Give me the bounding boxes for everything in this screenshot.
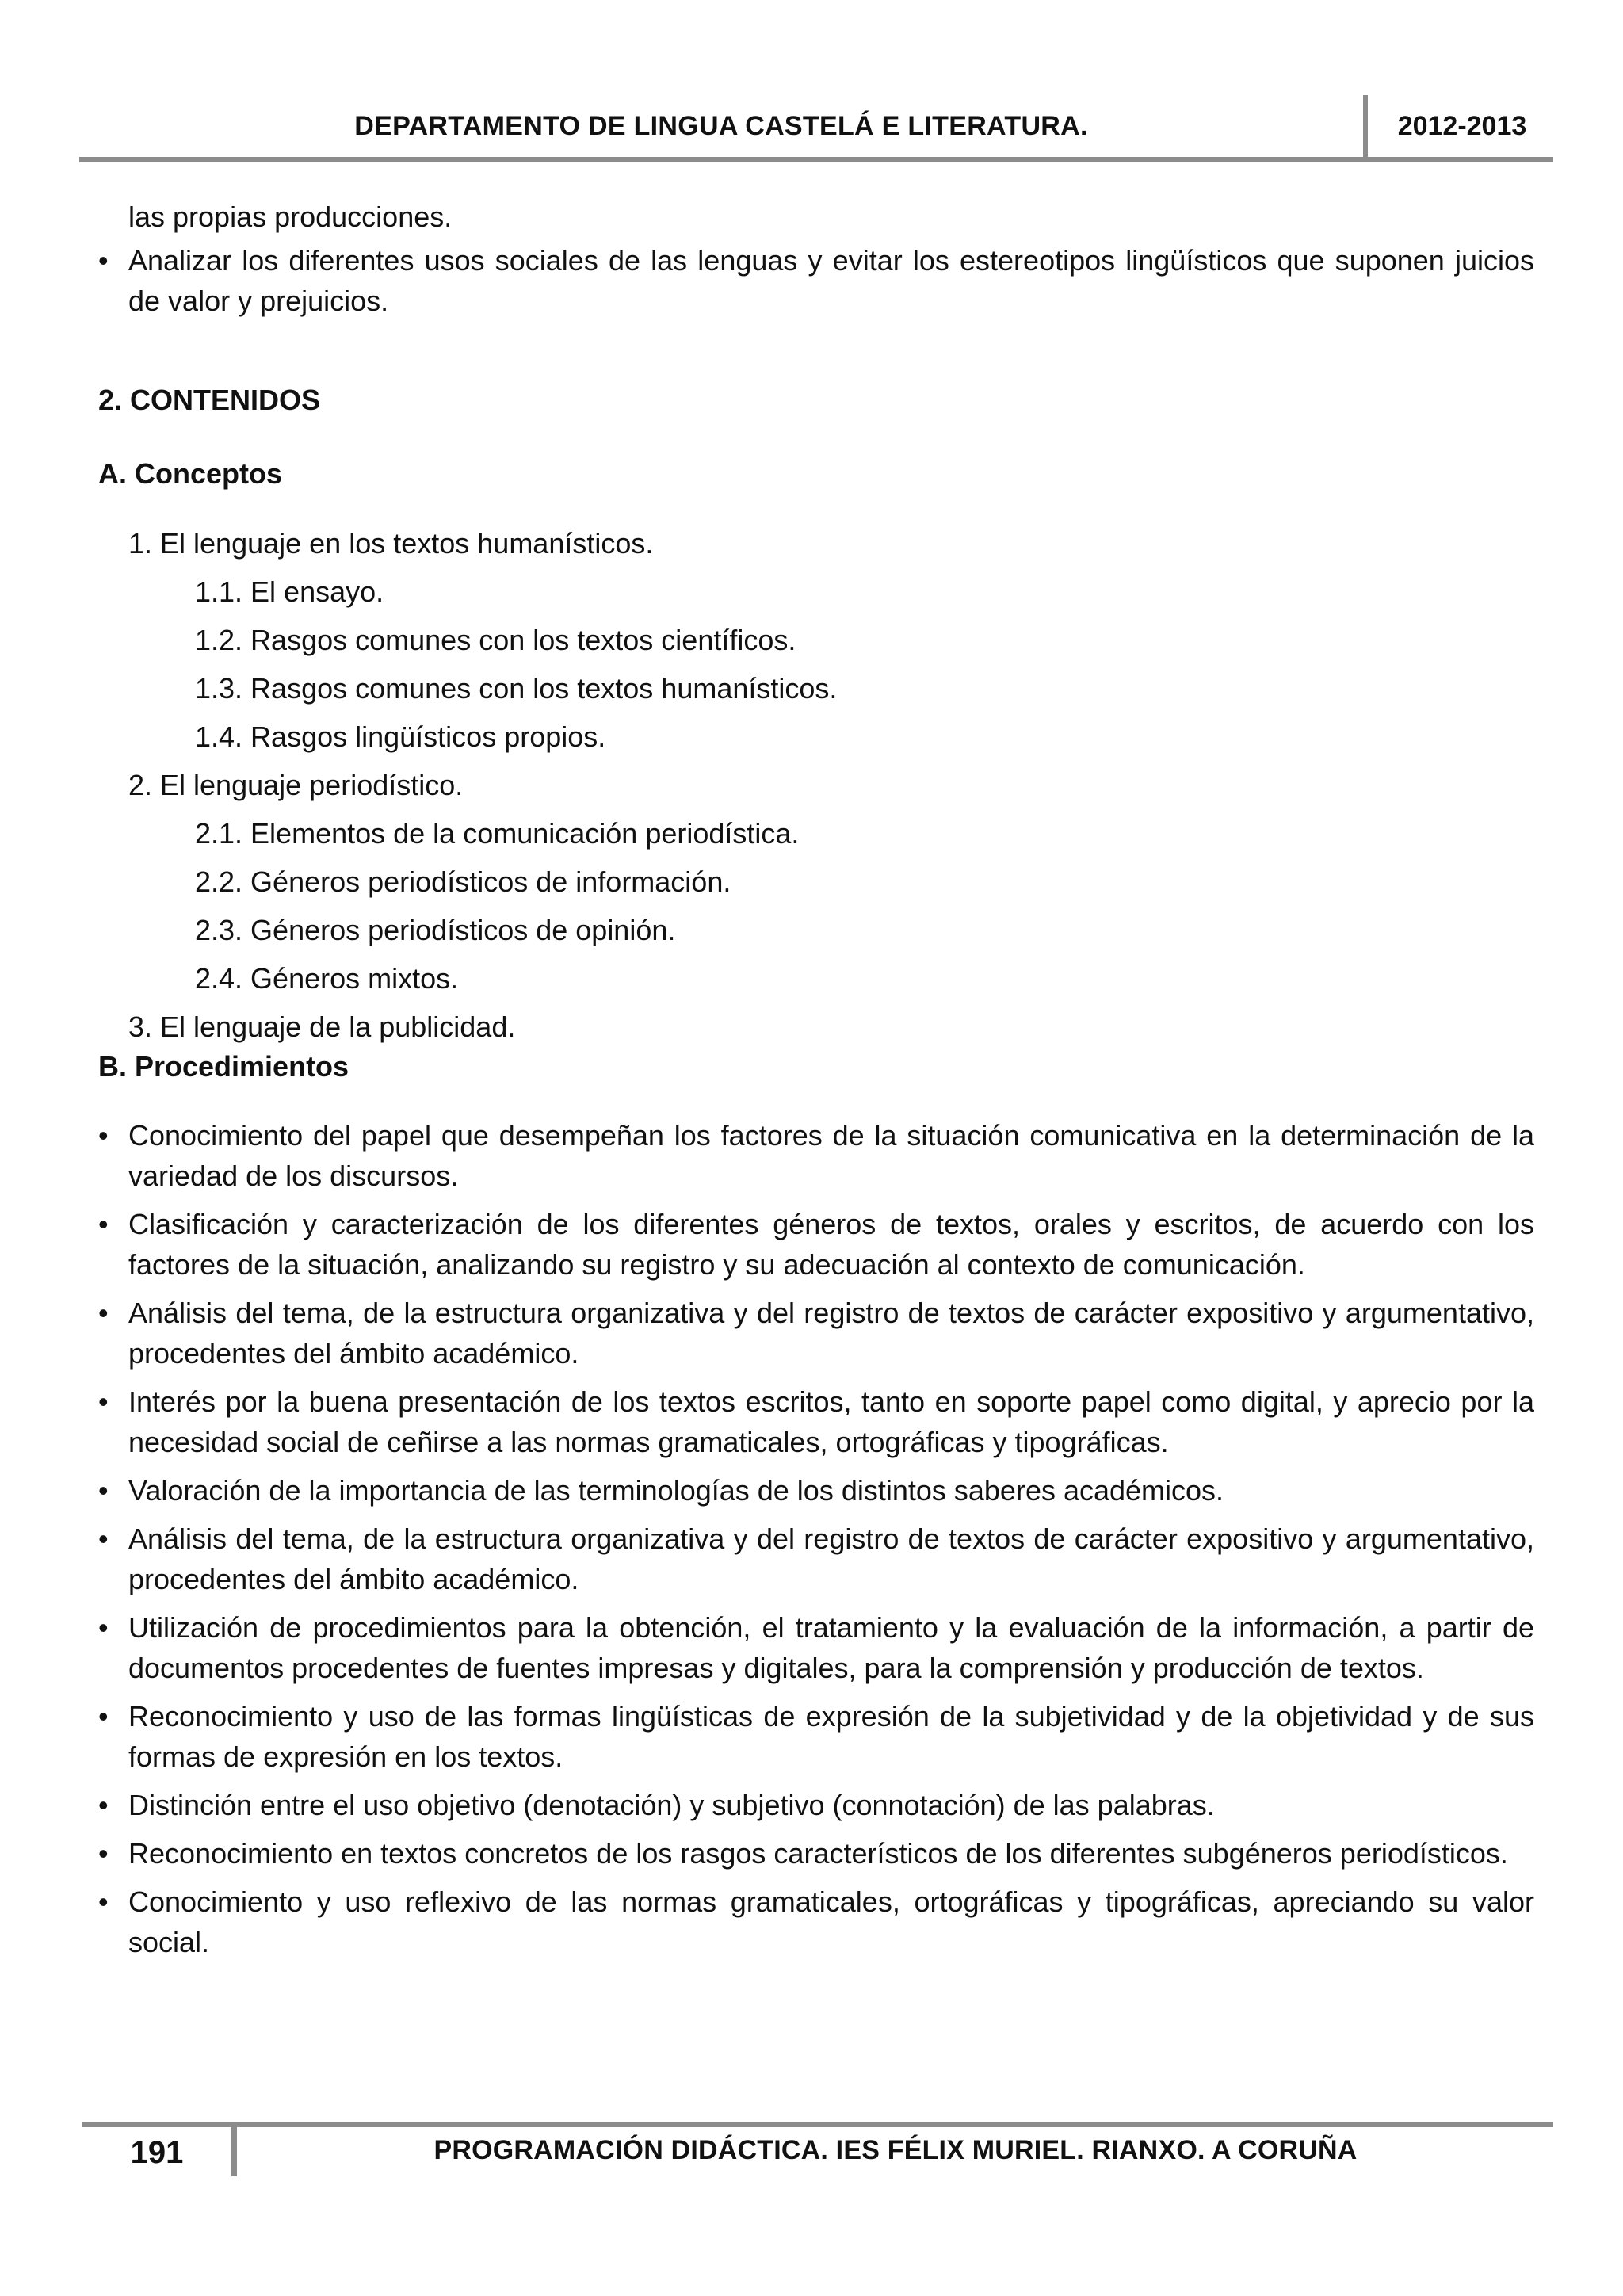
list-item: 1. El lenguaje en los textos humanísticos. [128, 527, 654, 560]
list-item-text: Conocimiento del papel que desempeñan los factores de la situación comunicativa en la determinación de la variedad de los discursos. [128, 1119, 1534, 1192]
list-item [98, 1204, 1534, 1285]
list-item-text: Conocimiento y uso reflexivo de las normas gramaticales, ortográficas y tipográficas, apreciando su valor social. [128, 1885, 1534, 1958]
list-item: 2.3. Géneros periodísticos de opinión. [195, 914, 676, 946]
list-item [98, 1381, 1534, 1462]
list-item: 2.2. Géneros periodísticos de información. [195, 865, 731, 898]
footer-rule [82, 2122, 1553, 2127]
list-item-text: Interés por la buena presentación de los textos escritos, tanto en soporte papel como digital, y aprecio por la necesidad social de ceñirse a las normas gramaticales, ortográficas y tipográficas. [128, 1385, 1534, 1458]
page-number: 191 [130, 2135, 184, 2170]
bullet-icon: • [98, 1474, 109, 1507]
list-item [98, 240, 1534, 321]
bullet-icon: • [98, 1837, 109, 1870]
list-item: 1.4. Rasgos lingüísticos propios. [195, 720, 606, 753]
bullet-icon: • [98, 244, 109, 277]
header-separator [1363, 95, 1368, 157]
list-item-text: Analizar los diferentes usos sociales de las lenguas y evitar los estereotipos lingüísticos que suponen juicios de valor y prejuicios. [128, 244, 1534, 317]
section-heading-concepts: A. Conceptos [98, 457, 283, 490]
bullet-icon: • [98, 1385, 109, 1418]
list-item: 2. El lenguaje periodístico. [128, 769, 464, 801]
list-item [98, 1833, 1534, 1874]
list-item-text: Reconocimiento en textos concretos de los rasgos característicos de los diferentes subgéneros periodísticos. [128, 1837, 1508, 1870]
continued-line: las propias producciones. [128, 201, 453, 233]
list-item [98, 1293, 1534, 1373]
list-item-text: Distinción entre el uso objetivo (denotación) y subjetivo (connotación) de las palabras. [128, 1789, 1215, 1821]
bullet-icon: • [98, 1611, 109, 1644]
intro-bullet-list [98, 240, 1534, 321]
list-item-text: Reconocimiento y uso de las formas lingüísticas de expresión de la subjetividad y de la objetividad y de sus formas de expresión en los textos. [128, 1700, 1534, 1773]
bullet-icon: • [98, 1789, 109, 1821]
bullet-icon: • [98, 1119, 109, 1152]
footer-separator [231, 2126, 237, 2176]
list-item: 3. El lenguaje de la publicidad. [128, 1010, 516, 1043]
page-content [98, 197, 1534, 1970]
list-item [98, 1470, 1534, 1511]
list-item [98, 1607, 1534, 1688]
page-header [79, 95, 1553, 159]
bullet-icon: • [98, 1700, 109, 1733]
header-rule [79, 157, 1553, 162]
list-item: 1.2. Rasgos comunes con los textos científicos. [195, 624, 796, 656]
list-item-text: Análisis del tema, de la estructura organizativa y del registro de textos de carácter expositivo y argumentativo, procedentes del ámbito académico. [128, 1297, 1534, 1370]
header-year: 2012-2013 [1397, 111, 1527, 141]
list-item: 1.3. Rasgos comunes con los textos humanísticos. [195, 672, 838, 705]
bullet-icon: • [98, 1297, 109, 1329]
concepts-list [98, 519, 1534, 1051]
list-item [98, 1785, 1534, 1825]
procedures-list [98, 1115, 1534, 1962]
list-item [98, 1696, 1534, 1777]
list-item-text: Clasificación y caracterización de los diferentes géneros de textos, orales y escritos, de acuerdo con los factores de la situación, analizando su registro y su adecuación al contexto de comunicación. [128, 1208, 1534, 1281]
bullet-icon: • [98, 1208, 109, 1240]
list-item: 1.1. El ensayo. [195, 575, 384, 608]
list-item: 2.1. Elementos de la comunicación periodística. [195, 817, 800, 850]
list-item-text: Valoración de la importancia de las terminologías de los distintos saberes académicos. [128, 1474, 1224, 1507]
list-item-text: Análisis del tema, de la estructura organizativa y del registro de textos de carácter expositivo y argumentativo, procedentes del ámbito académico. [128, 1522, 1534, 1595]
bullet-icon: • [98, 1885, 109, 1918]
list-item: 2.4. Géneros mixtos. [195, 962, 459, 995]
section-heading-procedures: B. Procedimientos [98, 1050, 349, 1083]
list-item-text: Utilización de procedimientos para la obtención, el tratamiento y la evaluación de la información, a partir de documentos procedentes de fuentes impresas y digitales, para la comprensión y producción de textos. [128, 1611, 1534, 1684]
bullet-icon: • [98, 1522, 109, 1555]
list-item [98, 1115, 1534, 1196]
list-item [98, 1519, 1534, 1599]
list-item [98, 1881, 1534, 1962]
section-heading-contents: 2. CONTENIDOS [98, 384, 321, 416]
header-title: DEPARTAMENTO DE LINGUA CASTELÁ E LITERATURA. [354, 111, 1088, 141]
footer-title: PROGRAMACIÓN DIDÁCTICA. IES FÉLIX MURIEL. RIANXO. A CORUÑA [433, 2135, 1358, 2165]
